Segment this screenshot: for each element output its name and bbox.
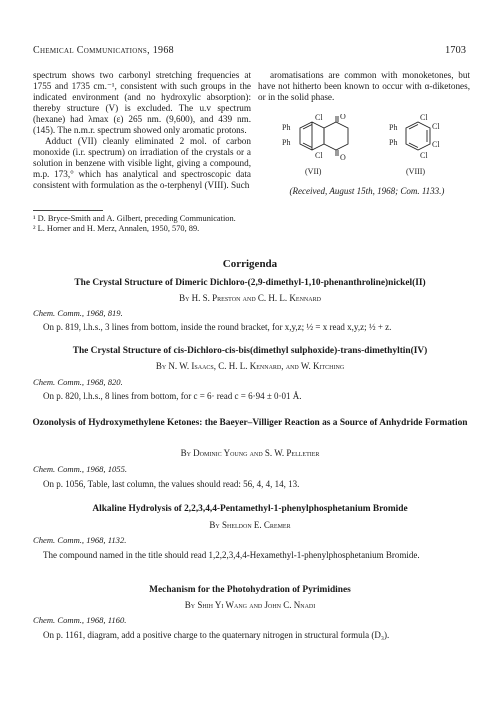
corrigendum-text: On p. 1056, Table, last column, the values should read: 56, 4, 4, 14, 13. [43, 479, 300, 489]
corrigendum-reference: Chem. Comm., 1968, 820. [33, 377, 123, 387]
page-number: 1703 [445, 45, 466, 56]
footnote-2: ² L. Horner and H. Merz, Annalen, 1950, 570, 89. [33, 224, 200, 233]
corrigendum-title: Ozonolysis of Hydroxymethylene Ketones: the Baeyer–Villiger Reaction as a Source of Anhydride Formation [32, 418, 468, 428]
ph-label: Ph [282, 123, 291, 132]
structure-viii [406, 122, 430, 150]
cl-label: Cl [315, 114, 323, 122]
corrigendum-authors: By Shih Yi Wang and John C. Nnadi [184, 600, 316, 610]
corrigendum-authors: By N. W. Isaacs, C. H. L. Kennard, and W. Kitching [155, 361, 345, 371]
ph-label: Ph [389, 123, 398, 132]
footnote-1: ¹ D. Bryce-Smith and A. Gilbert, preceding Communication. [33, 214, 236, 223]
left-paragraph-2: Adduct (VII) cleanly eliminated 2 mol. of carbon monoxide (i.r. spectrum) on irradiation of the crystals or a solution in benzene with visible light, giving a compound, m.p. 173,° which has analytical and spectroscopic data consistent with formulation as the o-terphenyl (VIII). Such [33, 136, 251, 190]
corrigendum-text: The compound named in the title should read 1,2,2,3,4,4-Hexamethyl-1-phenylphosphetanium Bromide. [43, 550, 420, 560]
ph-label: Ph [282, 138, 291, 147]
cl-label: Cl [432, 122, 440, 131]
o-label: O [340, 114, 346, 121]
ph-label: Ph [389, 138, 398, 147]
corrigendum-title: The Crystal Structure of Dimeric Dichloro-(2,9-dimethyl-1,10-phenanthroline)nickel(II) [74, 278, 426, 288]
chemical-structures [268, 114, 468, 176]
corrigendum-text: On p. 819, l.h.s., 3 lines from bottom, inside the round bracket, for x,y,z; ½ = x read x,y,z; ½ + z. [43, 322, 392, 332]
corrigendum-text: On p. 1161, diagram, add a positive charge to the quaternary nitrogen in structural formula (D₃). [43, 630, 390, 640]
cl-label: Cl [315, 151, 323, 160]
received-line: (Received, August 15th, 1968; Com. 1133.) [289, 186, 445, 196]
right-column [258, 70, 470, 103]
structure-vii-label: (VII) [305, 167, 322, 176]
corrigendum-reference: Chem. Comm., 1968, 1055. [33, 464, 128, 474]
corrigendum-title: Alkaline Hydrolysis of 2,2,3,4,4-Pentamethyl-1-phenylphosphetanium Bromide [92, 504, 408, 514]
corrigendum-title: Mechanism for the Photohydration of Pyrimidines [149, 585, 351, 595]
structure-viii-label: (VIII) [406, 167, 426, 176]
corrigendum-reference: Chem. Comm., 1968, 1132. [33, 535, 127, 545]
right-paragraph-1: aromatisations are common with monoketones, but have not hitherto been known to occur with α-diketones, or in the solid phase. [258, 70, 470, 102]
cl-label: Cl [420, 151, 428, 160]
cl-label: Cl [432, 140, 440, 149]
corrigendum-authors: By H. S. Preston and C. H. L. Kennard [179, 293, 321, 303]
left-column [33, 70, 251, 191]
corrigendum-text: On p. 820, l.h.s., 8 lines from bottom, for c = 6· read c = 6·94 ± 0·01 Å. [43, 391, 302, 401]
corrigendum-title: The Crystal Structure of cis-Dichloro-cis-bis(dimethyl sulphoxide)-trans-dimethyltin(IV) [72, 346, 428, 356]
journal-header: Chemical Communications, 1968 [33, 45, 174, 56]
corrigenda-heading: Corrigenda [222, 258, 278, 270]
corrigendum-reference: Chem. Comm., 1968, 1160. [33, 615, 127, 625]
corrigendum-authors: By Sheldon E. Cremer [209, 520, 291, 530]
footnote-rule [33, 210, 103, 211]
o-label: O [340, 153, 346, 162]
corrigendum-authors: By Dominic Young and S. W. Pelletier [180, 448, 320, 458]
cl-label: Cl [420, 114, 428, 122]
corrigendum-reference: Chem. Comm., 1968, 819. [33, 308, 123, 318]
structure-vii [300, 116, 348, 156]
left-paragraph-1: spectrum shows two carbonyl stretching frequencies at 1755 and 1735 cm.⁻¹, consistent with such groups in the indicated environment (and no hydroxylic absorption): thereby structure (V) is excluded. The u.v spectrum (hexane) had λmax (ε) 265 nm. (9,600), and 439 nm. (145). The n.m.r. spectrum showed only aromatic protons. [33, 70, 251, 135]
